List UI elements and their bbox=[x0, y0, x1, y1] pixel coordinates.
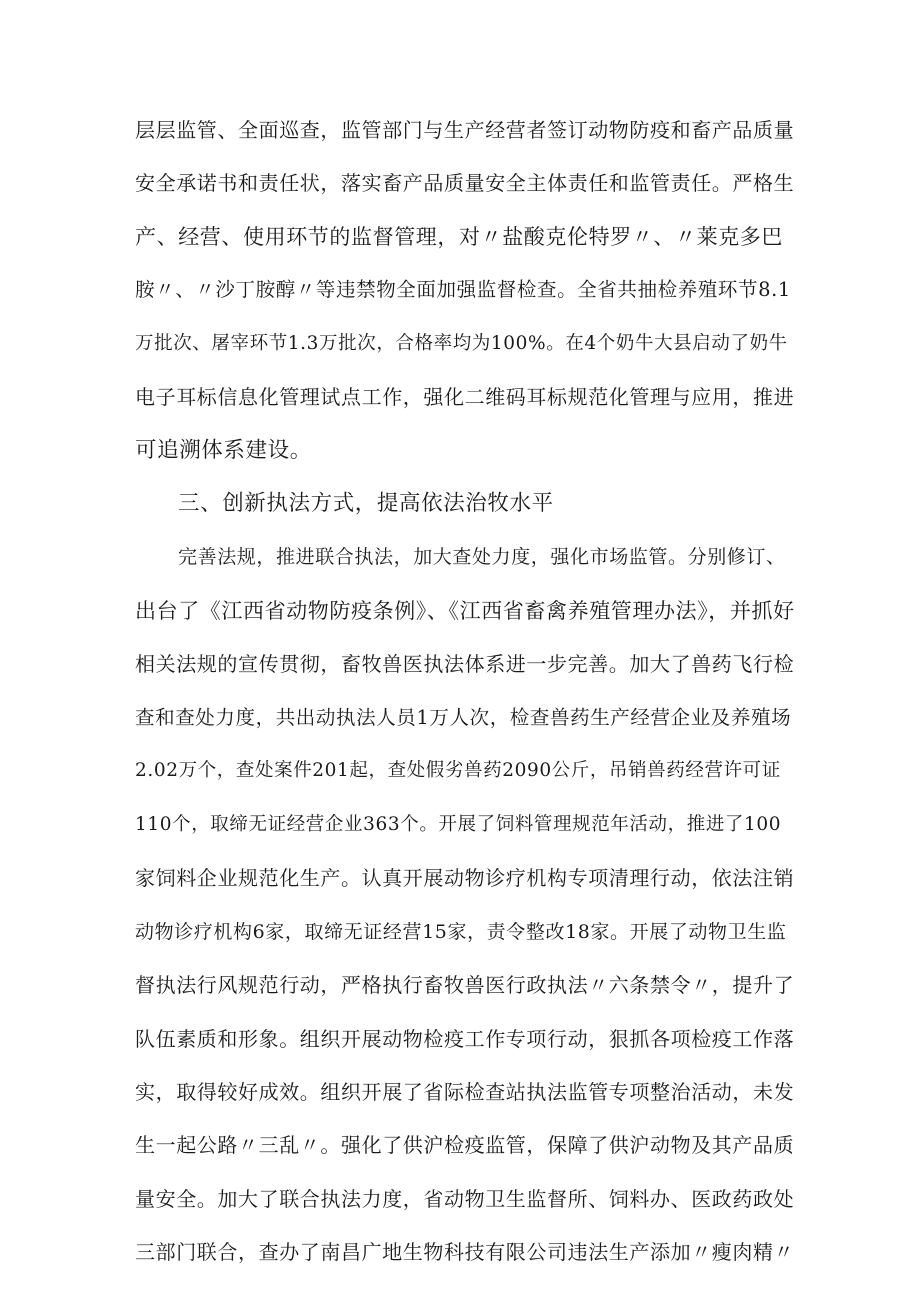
section-heading: 三、创新执法方式，提高依法治牧水平 bbox=[178, 491, 554, 516]
text-line: 三部门联合，查办了南昌广地生物科技有限公司违法生产添加〃瘦肉精〃 bbox=[135, 1240, 795, 1264]
text-line: 量安全。加大了联合执法力度，省动物卫生监督所、饲料办、医政药政处 bbox=[135, 1187, 795, 1211]
text-line: 安全承诺书和责任状，落实畜产品质量安全主体责任和监管责任。严格生 bbox=[135, 171, 795, 195]
text-line: 完善法规，推进联合执法，加大查处力度，强化市场监管。分别修订、 bbox=[178, 546, 786, 568]
text-line: 胺〃、〃沙丁胺醇〃等违禁物全面加强监督检查。全省共抽检养殖环节8.1 bbox=[135, 278, 791, 301]
text-line: 家饲料企业规范化生产。认真开展动物诊疗机构专项清理行动，依法注销 bbox=[135, 866, 795, 890]
text-line: 可追溯体系建设。 bbox=[135, 438, 312, 463]
text-line: 2.02万个，查处案件201起，查处假劣兽药2090公斤，吊销兽药经营许可证 bbox=[135, 760, 781, 781]
text-line: 生一起公路〃三乱〃。强化了供沪检疫监管，保障了供沪动物及其产品质 bbox=[135, 1133, 795, 1157]
text-line: 万批次、屠宰环节1.3万批次，合格率均为100%。在4个奶牛大县启动了奶牛 bbox=[135, 333, 788, 354]
text-line: 实，取得较好成效。组织开展了省际检查站执法监管专项整治活动，未发 bbox=[135, 1080, 795, 1104]
text-line: 查和查处力度，共出动执法人员1万人次，检查兽药生产经营企业及养殖场 bbox=[135, 706, 792, 729]
text-line: 出台了《江西省动物防疫条例》、《江西省畜禽养殖管理办法》，并抓好 bbox=[135, 599, 795, 623]
text-line: 队伍素质和形象。组织开展动物检疫工作专项行动，狠抓各项检疫工作落 bbox=[135, 1027, 795, 1051]
text-line: 相关法规的宣传贯彻，畜牧兽医执法体系进一步完善。加大了兽药飞行检 bbox=[135, 652, 795, 676]
text-line: 110个，取缔无证经营企业363个。开展了饲料管理规范年活动，推进了100 bbox=[135, 814, 782, 835]
text-line: 电子耳标信息化管理试点工作，强化二维码耳标规范化管理与应用，推进 bbox=[135, 385, 795, 409]
text-line: 产、经营、使用环节的监督管理，对〃盐酸克伦特罗〃、〃莱克多巴 bbox=[135, 225, 783, 249]
text-line: 层层监管、全面巡查，监管部门与生产经营者签订动物防疫和畜产品质量 bbox=[135, 118, 795, 142]
text-line: 督执法行风规范行动，严格执行畜牧兽医行政执法〃六条禁令〃，提升了 bbox=[135, 973, 795, 997]
text-line: 动物诊疗机构6家，取缔无证经营15家，责令整改18家。开展了动物卫生监 bbox=[135, 921, 787, 943]
